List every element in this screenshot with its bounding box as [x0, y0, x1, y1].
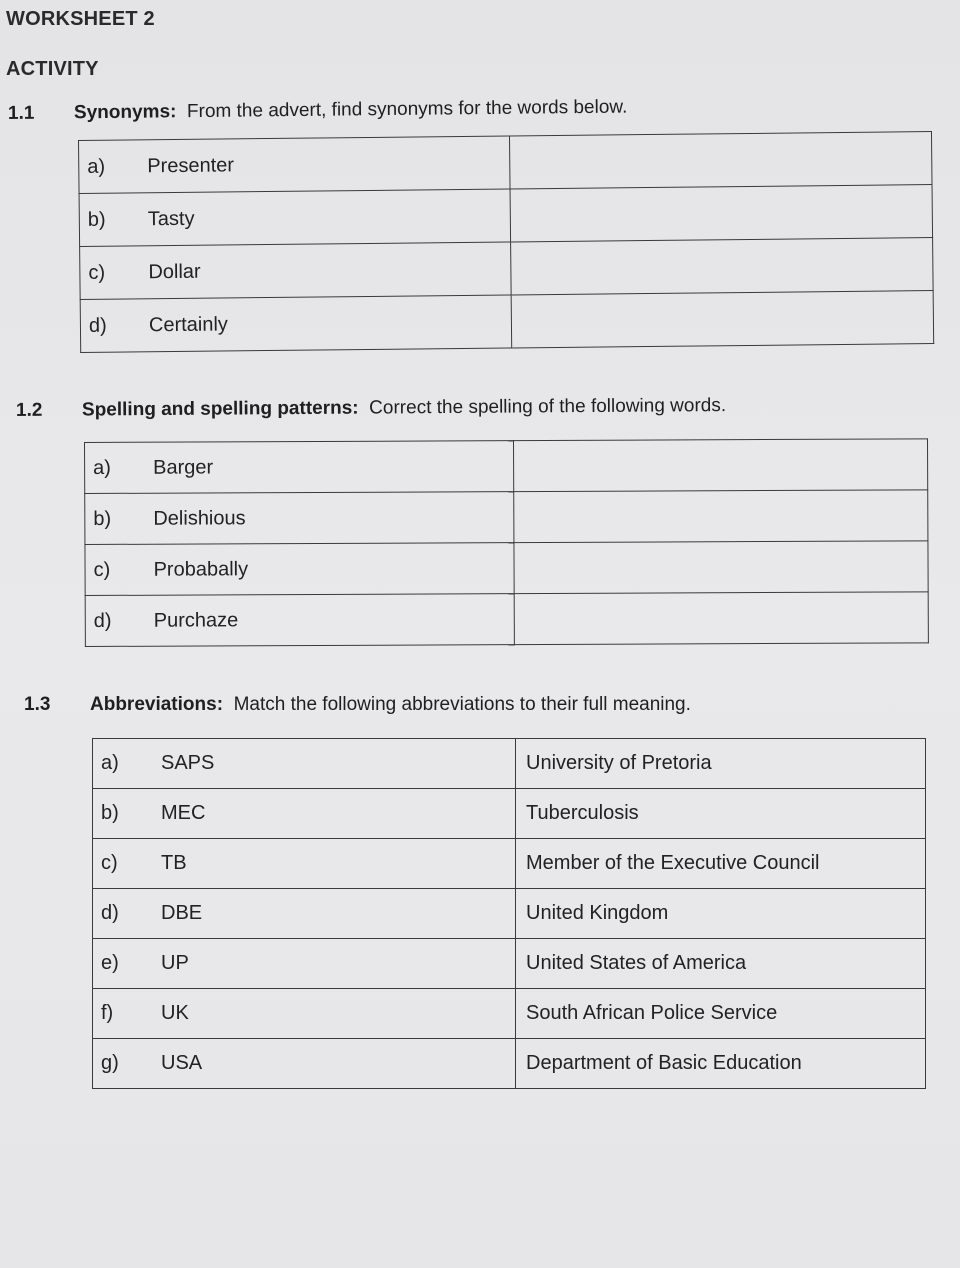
table-row — [93, 839, 926, 889]
row-letter: b) — [101, 802, 119, 824]
row-letter: a) — [93, 456, 111, 479]
section-topic: Spelling and spelling patterns: — [81, 397, 359, 421]
table-row — [93, 889, 926, 939]
row-word: TB — [161, 852, 187, 874]
row-letter: b) — [87, 208, 106, 231]
meaning-cell: Tuberculosis — [516, 789, 926, 839]
row-word: Probabally — [153, 557, 249, 581]
table-row — [79, 132, 933, 194]
row-word: Barger — [153, 455, 214, 479]
row-word: Dollar — [148, 260, 201, 283]
row-word: DBE — [161, 902, 203, 924]
section-topic: Abbreviations: — [90, 694, 224, 715]
answer-cell[interactable] — [514, 490, 928, 543]
row-word: Delishious — [153, 506, 246, 530]
section-number: 1.3 — [24, 694, 51, 715]
meaning-cell: University of Pretoria — [516, 739, 926, 789]
table-row — [80, 291, 934, 353]
answer-cell[interactable] — [510, 185, 933, 242]
row-letter: c) — [93, 558, 111, 581]
answer-cell[interactable] — [514, 541, 928, 594]
meaning-cell: United States of America — [516, 939, 926, 989]
activity-label: ACTIVITY — [6, 58, 99, 80]
row-word: Tasty — [147, 207, 195, 230]
table-row — [93, 1039, 926, 1089]
section-instruction: From the advert, find synonyms for the words below. — [186, 96, 628, 123]
row-word: SAPS — [161, 752, 215, 774]
table-row — [85, 541, 928, 596]
row-letter: d) — [93, 609, 112, 632]
row-word: MEC — [161, 802, 206, 824]
row-word: Purchaze — [153, 608, 239, 632]
row-word: USA — [161, 1052, 203, 1074]
row-letter: a) — [87, 155, 106, 178]
row-letter: c) — [101, 852, 118, 874]
abbreviations-table — [92, 738, 926, 1089]
table-row — [85, 490, 928, 545]
row-letter: d) — [101, 902, 119, 924]
row-letter: f) — [101, 1002, 114, 1024]
answer-cell[interactable] — [511, 238, 934, 295]
section-instruction: Correct the spelling of the following words. — [369, 395, 727, 419]
section-topic: Synonyms: — [73, 101, 177, 124]
row-letter: e) — [101, 952, 119, 974]
row-letter: c) — [88, 261, 106, 284]
section-number: 1.2 — [15, 399, 43, 421]
table-row — [93, 739, 926, 789]
meaning-cell: South African Police Service — [516, 989, 926, 1039]
table-row — [93, 989, 926, 1039]
section-1-2-heading — [16, 395, 726, 422]
section-1-3-heading — [24, 694, 691, 716]
table-row — [93, 939, 926, 989]
row-letter: g) — [101, 1052, 119, 1074]
table-row — [93, 789, 926, 839]
meaning-cell: United Kingdom — [516, 889, 926, 939]
table-row — [85, 592, 928, 647]
answer-cell[interactable] — [511, 291, 934, 348]
synonyms-table — [78, 131, 934, 353]
worksheet-title: WORKSHEET 2 — [6, 8, 155, 30]
row-word: UP — [161, 952, 189, 974]
answer-cell[interactable] — [514, 592, 928, 645]
meaning-cell: Department of Basic Education — [516, 1039, 926, 1089]
meaning-cell: Member of the Executive Council — [516, 839, 926, 889]
section-instruction: Match the following abbreviations to their full meaning. — [233, 694, 691, 715]
row-letter: d) — [88, 314, 107, 337]
table-row — [79, 185, 933, 247]
table-row — [85, 439, 928, 494]
section-number: 1.1 — [7, 102, 35, 124]
row-word: UK — [161, 1002, 189, 1024]
row-letter: b) — [93, 507, 112, 530]
answer-cell[interactable] — [513, 439, 927, 492]
answer-cell[interactable] — [509, 132, 932, 189]
row-letter: a) — [101, 752, 119, 774]
table-row — [80, 238, 934, 300]
spelling-table — [84, 438, 929, 647]
section-1-1-heading — [8, 97, 628, 125]
row-word: Certainly — [148, 312, 228, 336]
row-word: Presenter — [147, 153, 235, 177]
